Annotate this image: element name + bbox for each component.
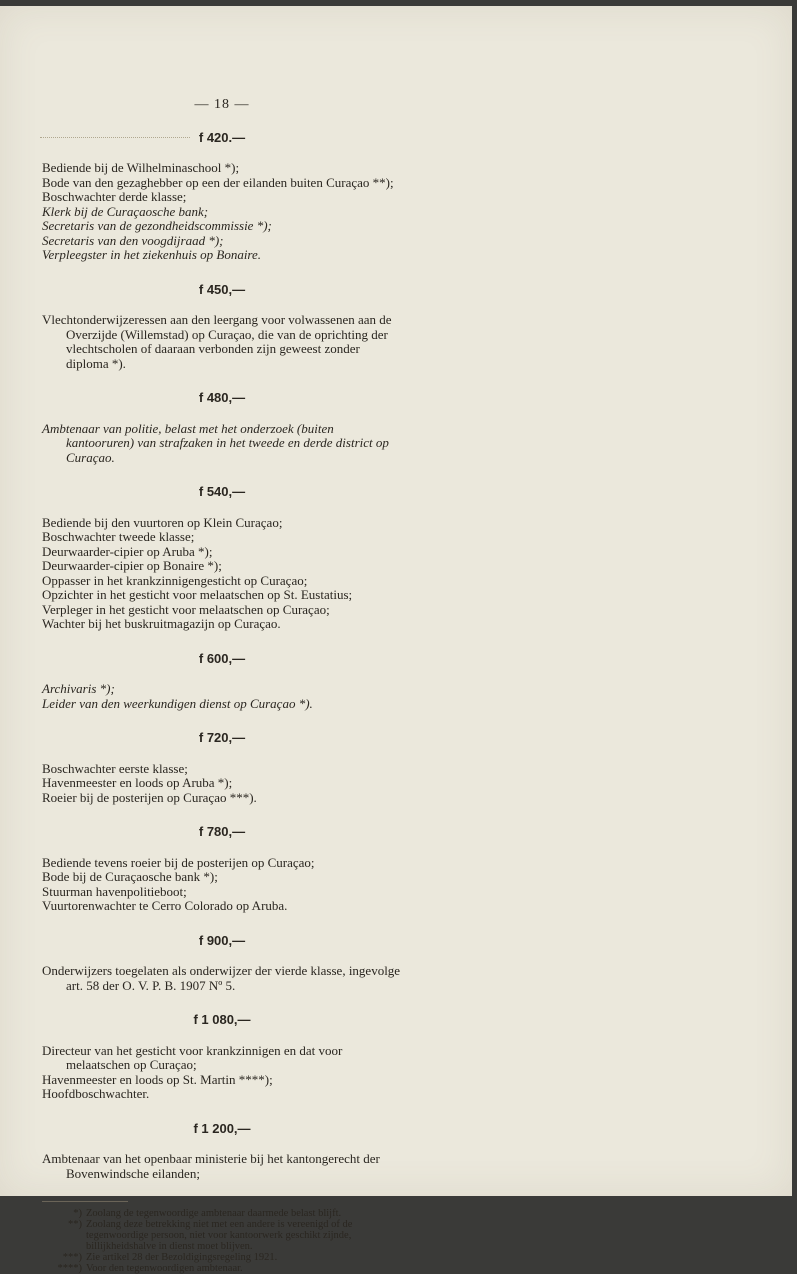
position-entry: Directeur van het gesticht voor krankzinnigen en dat voor melaatschen op Curaçao; bbox=[42, 1042, 343, 1072]
position-entry: Vlechtonderwijzeressen aan den leergang voor volwassenen aan de Overzijde (Willemstad) op Curaçao, die van de oprichting der vlechtscholen of daaraan verbonden zijn geweest zonder diploma *). bbox=[42, 312, 392, 371]
footnote-mark: *) bbox=[73, 1208, 82, 1219]
position-entry: Vuurtorenwachter te Cerro Colorado op Aruba. bbox=[42, 898, 288, 913]
footnote-text: Voor den tegenwoordigen ambtenaar. bbox=[86, 1263, 243, 1274]
position-entry: Secretaris van de gezondheidscommissie *); bbox=[42, 218, 272, 233]
position-entry: Stuurman havenpolitieboot; bbox=[42, 883, 187, 899]
position-entry: Havenmeester en loods op St. Martin ****); bbox=[42, 1071, 273, 1087]
footnote-text: Zoolang de tegenwoordige ambtenaar daarmede belast blijft. bbox=[86, 1208, 342, 1219]
position-entry: Boschwachter derde klasse; bbox=[42, 189, 187, 204]
position-entry: Leider van den weerkundigen dienst op Curaçao *). bbox=[42, 695, 313, 711]
salary-heading: f 540,— bbox=[198, 484, 246, 499]
position-entry: Bediende bij de Wilhelminaschool *); bbox=[42, 160, 240, 175]
salary-group bbox=[42, 391, 402, 465]
salary-sections bbox=[42, 131, 402, 1182]
footnote-mark: ****) bbox=[57, 1263, 82, 1274]
salary-heading: f 1 080,— bbox=[193, 1012, 251, 1027]
position-entry: Bediende tevens roeier bij de posterijen op Curaçao; bbox=[42, 854, 315, 870]
salary-heading: f 1 200,— bbox=[193, 1120, 251, 1136]
position-entry: Archivaris *); bbox=[42, 681, 115, 696]
salary-group bbox=[42, 283, 402, 372]
salary-group bbox=[42, 485, 402, 632]
footnote bbox=[42, 1208, 402, 1219]
position-entry: Boschwachter eerste klasse; bbox=[42, 760, 188, 776]
salary-heading: f 450,— bbox=[198, 281, 246, 297]
position-entry: Oppasser in het krankzinnigengesticht op Curaçao; bbox=[42, 572, 308, 588]
salary-group bbox=[42, 825, 402, 914]
position-entry: Ambtenaar van het openbaar ministerie bij het kantongerecht der Bovenwindsche eilanden; bbox=[42, 1151, 380, 1181]
position-entry: Wachter bij het buskruitmagazijn op Curaçao. bbox=[42, 616, 281, 631]
position-entry: Ambtenaar van politie, belast met het onderzoek (buiten kantooruren) van strafzaken in het tweede en derde district op Curaçao. bbox=[42, 420, 389, 465]
page-content bbox=[42, 98, 402, 1274]
salary-group bbox=[42, 652, 402, 712]
salary-heading: f 900,— bbox=[198, 932, 246, 948]
footnote-list bbox=[42, 1208, 402, 1274]
position-entry: Boschwachter tweede klasse; bbox=[42, 529, 195, 544]
footnote-text: Zie artikel 28 der Bezoldigingsregeling 1921. bbox=[86, 1252, 278, 1263]
position-entry: Bediende bij den vuurtoren op Klein Curaçao; bbox=[42, 514, 283, 530]
position-entry: Havenmeester en loods op Aruba *); bbox=[42, 775, 233, 790]
salary-group bbox=[42, 131, 402, 263]
footnote-mark: ***) bbox=[62, 1252, 82, 1263]
position-entry: Bode bij de Curaçaosche bank *); bbox=[42, 869, 218, 884]
footnotes bbox=[42, 1201, 402, 1274]
document-page bbox=[0, 6, 792, 1274]
salary-heading: f 480,— bbox=[198, 390, 246, 405]
footnote bbox=[42, 1263, 402, 1274]
position-entry: Verpleger in het gesticht voor melaatschen op Curaçao; bbox=[42, 601, 330, 617]
salary-heading: f 780,— bbox=[198, 824, 246, 839]
position-entry: Onderwijzers toegelaten als onderwijzer der vierde klasse, ingevolge art. 58 der O. V. P. B. 1907 Nº 5. bbox=[42, 963, 401, 993]
salary-group bbox=[42, 731, 402, 805]
footnote bbox=[42, 1252, 402, 1263]
salary-group bbox=[42, 1122, 402, 1182]
footnote-text: Zoolang deze betrekking niet met een andere is vereenigd of de tegenwoordige persoon, niet voor kantoorwerk geschikt zijnde, billijkheidshalve in dienst moet blijven. bbox=[86, 1219, 353, 1252]
position-entry: Bode van den gezaghebber op een der eilanden buiten Curaçao **); bbox=[42, 174, 394, 190]
footnote-rule bbox=[42, 1201, 128, 1202]
position-entry: Verpleegster in het ziekenhuis op Bonaire. bbox=[42, 247, 262, 262]
salary-heading: f 600,— bbox=[198, 650, 246, 666]
position-entry: Deurwaarder-cipier op Bonaire *); bbox=[42, 558, 222, 573]
position-entry: Deurwaarder-cipier op Aruba *); bbox=[42, 543, 213, 559]
position-entry: Secretaris van den voogdijraad *); bbox=[42, 232, 224, 248]
salary-group bbox=[42, 934, 402, 994]
position-entry: Opzichter in het gesticht voor melaatschen op St. Eustatius; bbox=[42, 587, 353, 602]
salary-heading: f 420.— bbox=[198, 129, 246, 145]
position-entry: Roeier bij de posterijen op Curaçao ***). bbox=[42, 789, 257, 805]
page-number: — 18 — bbox=[194, 97, 250, 112]
salary-heading: f 720,— bbox=[198, 730, 246, 745]
position-entry: Klerk bij de Curaçaosche bank; bbox=[42, 203, 209, 219]
footnote bbox=[42, 1219, 402, 1252]
salary-group bbox=[42, 1013, 402, 1102]
position-entry: Hoofdboschwachter. bbox=[42, 1086, 150, 1101]
footnote-mark: **) bbox=[68, 1219, 82, 1230]
